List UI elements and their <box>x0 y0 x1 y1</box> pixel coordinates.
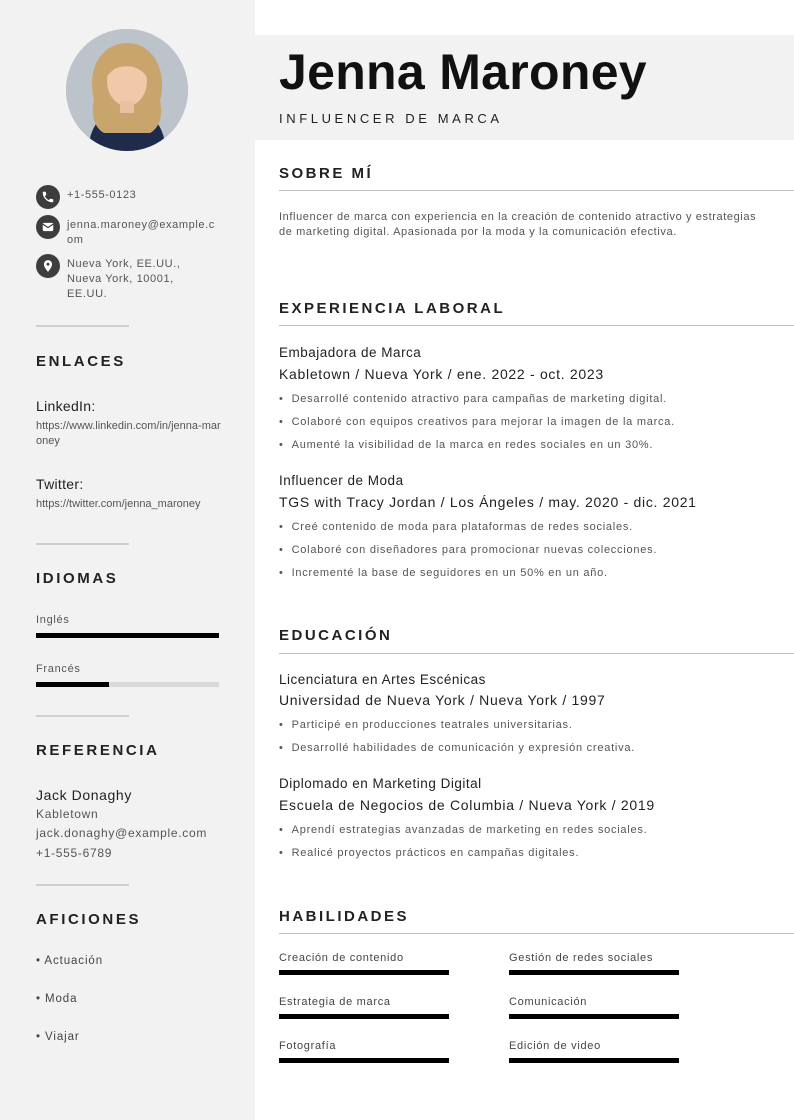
language-name: Inglés <box>36 614 70 626</box>
reference-email: jack.donaghy@example.com <box>36 826 208 840</box>
degree-title: Licenciatura en Artes Escénicas <box>279 672 486 687</box>
skill-level-bar <box>279 1058 449 1063</box>
degree-title: Diplomado en Marketing Digital <box>279 776 482 791</box>
language-name: Francés <box>36 663 81 675</box>
bullet-item: • Colaboré con equipos creativos para mejorar la imagen de la marca. <box>279 415 675 438</box>
candidate-role: INFLUENCER DE MARCA <box>279 111 503 126</box>
sidebar <box>0 0 255 1120</box>
twitter-label: Twitter: <box>36 476 84 492</box>
hobby-item: • Viajar <box>36 1031 80 1043</box>
degree-subtitle: Universidad de Nueva York / Nueva York / 1997 <box>279 692 606 708</box>
sidebar-divider <box>36 325 129 327</box>
skill-name: Fotografía <box>279 1040 337 1052</box>
sidebar-divider <box>36 543 129 545</box>
reference-company: Kabletown <box>36 807 99 821</box>
bullet-item: • Aprendí estrategias avanzadas de marketing en redes sociales. <box>279 823 647 846</box>
linkedin-label: LinkedIn: <box>36 398 96 414</box>
bullet-item: • Participé en producciones teatrales universitarias. <box>279 718 635 741</box>
hobby-item: • Moda <box>36 993 78 1005</box>
skills-heading: HABILIDADES <box>279 908 410 925</box>
section-rule <box>279 933 794 934</box>
skill-level-fill <box>509 1058 679 1063</box>
skill-level-fill <box>279 1014 449 1019</box>
language-level-bar <box>36 633 219 638</box>
skill-name: Edición de video <box>509 1040 601 1052</box>
job-subtitle: TGS with Tracy Jordan / Los Ángeles / may. 2020 - dic. 2021 <box>279 494 697 510</box>
skill-level-bar <box>279 1014 449 1019</box>
skill-level-fill <box>279 970 449 975</box>
about-heading: SOBRE MÍ <box>279 165 374 182</box>
candidate-name: Jenna Maroney <box>279 44 647 100</box>
job-bullets <box>279 392 675 461</box>
degree-subtitle: Escuela de Negocios de Columbia / Nueva York / 2019 <box>279 797 655 813</box>
language-level-bar <box>36 682 219 687</box>
contact-email <box>36 215 217 248</box>
experience-heading: EXPERIENCIA LABORAL <box>279 300 506 317</box>
language-level-fill <box>36 682 109 687</box>
about-text: Influencer de marca con experiencia en la creación de contenido atractivo y estrategias de marketing digital. Apasionada por la moda y la comunicación efectiva. <box>279 211 757 238</box>
profile-photo <box>66 29 188 151</box>
bullet-item: • Desarrollé habilidades de comunicación y expresión creativa. <box>279 741 635 764</box>
location-pin-icon <box>36 254 60 278</box>
skill-name: Comunicación <box>509 996 588 1008</box>
section-rule <box>279 653 794 654</box>
section-rule <box>279 190 794 191</box>
bullet-item: • Aumenté la visibilidad de la marca en redes sociales en un 30%. <box>279 438 675 461</box>
contact-address <box>36 254 192 302</box>
contact-phone-text: +1-555-0123 <box>67 189 137 201</box>
contact-address-text: Nueva York, EE.UU., Nueva York, 10001, EE.UU. <box>67 258 181 300</box>
reference-name: Jack Donaghy <box>36 787 132 803</box>
skill-level-bar <box>509 970 679 975</box>
phone-icon <box>36 185 60 209</box>
bullet-item: • Colaboré con diseñadores para promocionar nuevas colecciones. <box>279 543 657 566</box>
reference-heading: REFERENCIA <box>36 742 160 759</box>
hobby-item: • Actuación <box>36 955 103 967</box>
skill-name: Gestión de redes sociales <box>509 952 654 964</box>
bullet-item: • Desarrollé contenido atractivo para campañas de marketing digital. <box>279 392 675 415</box>
links-heading: ENLACES <box>36 353 126 370</box>
envelope-icon <box>36 215 60 239</box>
job-subtitle: Kabletown / Nueva York / ene. 2022 - oct. 2023 <box>279 366 604 382</box>
contact-phone <box>36 185 217 209</box>
twitter-link[interactable]: https://twitter.com/jenna_maroney <box>36 498 201 510</box>
skill-level-fill <box>509 1014 679 1019</box>
degree-bullets <box>279 718 635 764</box>
bullet-item: • Incrementé la base de seguidores en un 50% en un año. <box>279 566 657 589</box>
job-title: Embajadora de Marca <box>279 345 422 360</box>
sidebar-divider <box>36 715 129 717</box>
bullet-item: • Creé contenido de moda para plataformas de redes sociales. <box>279 520 657 543</box>
linkedin-link[interactable]: https://www.linkedin.com/in/jenna-maroney <box>36 420 221 447</box>
reference-phone: +1-555-6789 <box>36 846 113 860</box>
skill-name: Creación de contenido <box>279 952 404 964</box>
hobbies-heading: AFICIONES <box>36 911 142 928</box>
skill-level-fill <box>509 970 679 975</box>
skill-level-bar <box>509 1014 679 1019</box>
education-heading: EDUCACIÓN <box>279 627 393 644</box>
skill-level-bar <box>279 970 449 975</box>
skill-level-fill <box>279 1058 449 1063</box>
job-title: Influencer de Moda <box>279 473 404 488</box>
bullet-item: • Realicé proyectos prácticos en campañas digitales. <box>279 846 647 869</box>
section-rule <box>279 325 794 326</box>
job-bullets <box>279 520 657 589</box>
degree-bullets <box>279 823 647 869</box>
sidebar-divider <box>36 884 129 886</box>
skill-name: Estrategia de marca <box>279 996 391 1008</box>
language-level-fill <box>36 633 219 638</box>
languages-heading: IDIOMAS <box>36 570 119 587</box>
contact-email-text: jenna.maroney@example.com <box>67 219 215 246</box>
skill-level-bar <box>509 1058 679 1063</box>
